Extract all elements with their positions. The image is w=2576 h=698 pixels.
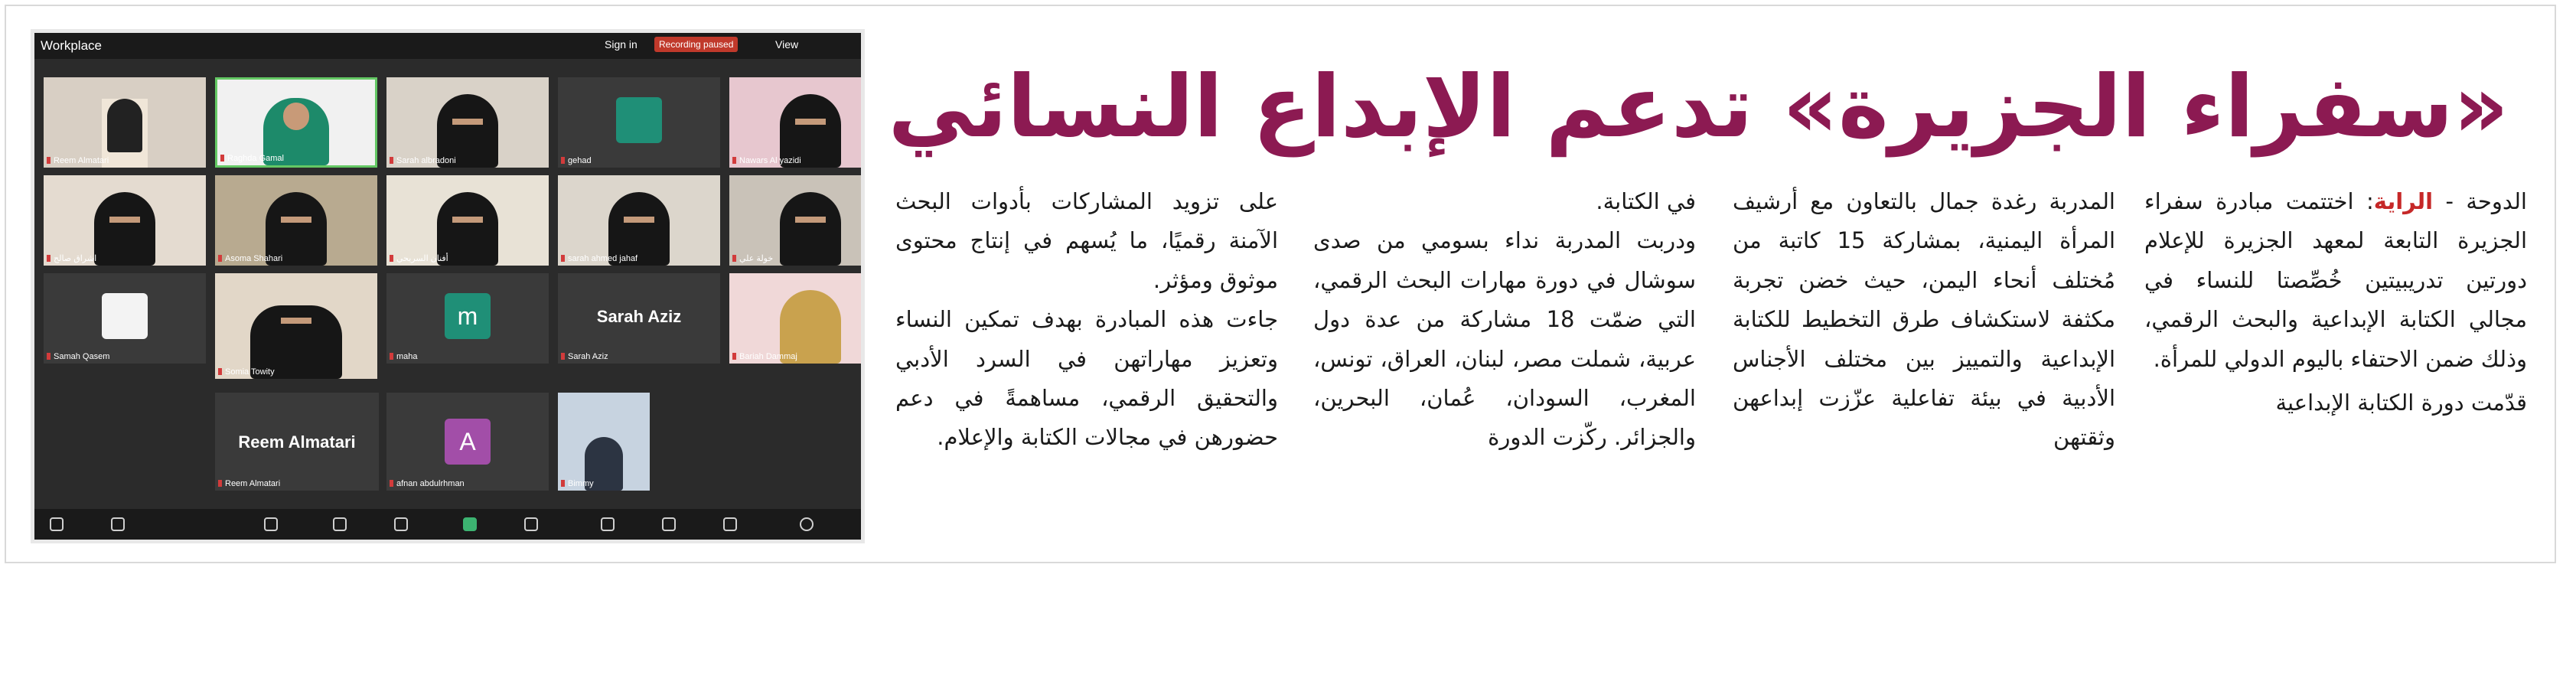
participant-name: Bariah Dammaj xyxy=(732,352,797,361)
lead-paragraph: : اختتمت مبادرة سفراء الجزيرة التابعة لمعهد الجزيرة للإعلام دورتين تدريبيتين خُصِّصتا للنساء في مجالي الكتابة الإبداعية والبحث الرقمي، وذلك ضمن الاحتفاء باليوم الدولي للمرأة. xyxy=(2144,188,2527,372)
participant-tile xyxy=(44,175,206,266)
participant-tile xyxy=(386,393,549,491)
paragraph-start: قدّمت دورة الكتابة الإبداعية xyxy=(2275,390,2527,416)
chat-icon[interactable] xyxy=(333,517,347,531)
paragraph: على تزويد المشاركات بأدوات البحث الآمنة رقميًا، ما يُسهم في إنتاج محتوى موثوق ومؤثر. xyxy=(895,188,1278,293)
recording-badge: Recording paused xyxy=(654,37,738,52)
participant-eyes xyxy=(795,217,826,223)
participant-eyes xyxy=(795,119,826,125)
participant-name: afnan abdulrhman xyxy=(390,479,465,488)
participant-name: Sarah albradoni xyxy=(390,156,456,165)
participant-tile xyxy=(386,273,549,364)
participant-eyes xyxy=(109,217,140,223)
avatar xyxy=(616,97,662,143)
avatar xyxy=(102,293,148,339)
share-screen-icon[interactable] xyxy=(463,517,477,531)
apps-icon[interactable] xyxy=(601,517,615,531)
participant-tile xyxy=(558,175,720,266)
avatar: m xyxy=(445,293,491,339)
participant-name: maha xyxy=(390,352,418,361)
participant-tile xyxy=(729,175,865,266)
participant-name: Bimmy xyxy=(561,479,594,488)
participant-tile xyxy=(215,273,377,379)
app-label: Workplace xyxy=(41,38,102,53)
participant-figure xyxy=(107,99,142,152)
more-icon[interactable] xyxy=(800,517,814,531)
participant-face xyxy=(283,103,309,130)
sign-in-label: Sign in xyxy=(605,38,637,51)
participant-tile xyxy=(558,273,720,364)
participant-name: Sarah Aziz xyxy=(561,352,608,361)
participant-tile xyxy=(44,77,206,168)
dateline-city: الدوحة - xyxy=(2433,188,2527,214)
participant-name: Reem Almatari xyxy=(47,156,109,165)
participant-name: Nawars Al yazidi xyxy=(732,156,801,165)
participant-figure xyxy=(94,192,155,266)
participant-tile xyxy=(729,77,865,168)
meeting-top-bar xyxy=(34,33,861,59)
participant-name: sarah ahmed jahaf xyxy=(561,254,637,263)
participant-tile xyxy=(558,393,650,491)
participants-icon[interactable] xyxy=(264,517,278,531)
participant-tile xyxy=(386,175,549,266)
microphone-icon[interactable] xyxy=(50,517,64,531)
article-column-2 xyxy=(1733,182,2115,458)
participant-eyes xyxy=(452,119,483,125)
paragraph: جاءت هذه المبادرة بهدف تمكين النساء وتعزيز مهاراتهن في السرد الأدبي والتحقيق الرقمي، مساهمةً في دعم حضورهن في مجالات الكتابة والإعلام. xyxy=(895,306,1278,451)
meeting-toolbar xyxy=(34,509,861,540)
paragraph: ودربت المدربة نداء بسومي من صدى سوشال في دورة مهارات البحث الرقمي، التي ضمّت 18 مشاركة من عدة دول عربية، شملت مصر، لبنان، العراق، تونس، المغرب، السودان، عُمان، البحرين، والجزائر. ركّزت الدورة xyxy=(1313,227,1696,451)
participant-name: Somia Towity xyxy=(218,367,275,377)
participant-name: Samah Qasem xyxy=(47,352,109,361)
participant-display-name: Sarah Aziz xyxy=(596,307,682,326)
avatar: A xyxy=(445,419,491,465)
react-icon[interactable] xyxy=(394,517,408,531)
participant-tile xyxy=(729,273,865,364)
camera-icon[interactable] xyxy=(111,517,125,531)
view-label: View xyxy=(775,38,799,51)
participant-name: Reem Almatari xyxy=(218,479,280,488)
participant-eyes xyxy=(452,217,483,223)
participant-display-name: Reem Almatari xyxy=(238,432,356,452)
article-column-4 xyxy=(895,182,1278,458)
video-conference-photo xyxy=(31,29,865,543)
participant-eyes xyxy=(624,217,654,223)
participant-tile xyxy=(558,77,720,168)
participant-tile xyxy=(386,77,549,168)
participant-eyes xyxy=(281,318,311,324)
participant-tile xyxy=(215,175,377,266)
headline: «سفراء الجزيرة» تدعم الإبداع النسائي xyxy=(888,57,2509,157)
participant-eyes xyxy=(281,217,311,223)
participant-tile xyxy=(44,273,206,364)
record-icon[interactable] xyxy=(723,517,737,531)
article-column-3 xyxy=(1313,182,1696,458)
participant-name: gehad xyxy=(561,156,592,165)
newspaper-clipping xyxy=(5,5,2556,563)
security-icon[interactable] xyxy=(524,517,538,531)
participant-name: Asoma Shahari xyxy=(218,254,282,263)
paragraph: المدربة رغدة جمال بالتعاون مع أرشيف المرأة اليمنية، بمشاركة 15 كاتبة من مُختلف أنحاء اليمن، حيث خضن تجربة مكثفة لاستكشاف طرق التخطيط للكتابة الإبداعية والتمييز بين مختلف الأجناس الأدبية في بيئة تفاعلية عزّزت إبداعهن وثقتهن xyxy=(1733,188,2115,451)
paragraph: في الكتابة. xyxy=(1596,188,1696,214)
participant-name: خولة علي xyxy=(732,253,773,263)
participant-tile-active xyxy=(215,77,377,168)
participant-name: Raghda Gamal xyxy=(220,154,284,163)
source-label: الراية xyxy=(2373,188,2434,214)
participant-name: أفنان السريحي xyxy=(390,253,448,263)
article-column-1 xyxy=(2144,182,2527,422)
participant-name: اشراق صالح xyxy=(47,253,96,263)
whiteboard-icon[interactable] xyxy=(662,517,676,531)
participant-figure xyxy=(780,192,841,266)
participant-tile xyxy=(215,393,379,491)
